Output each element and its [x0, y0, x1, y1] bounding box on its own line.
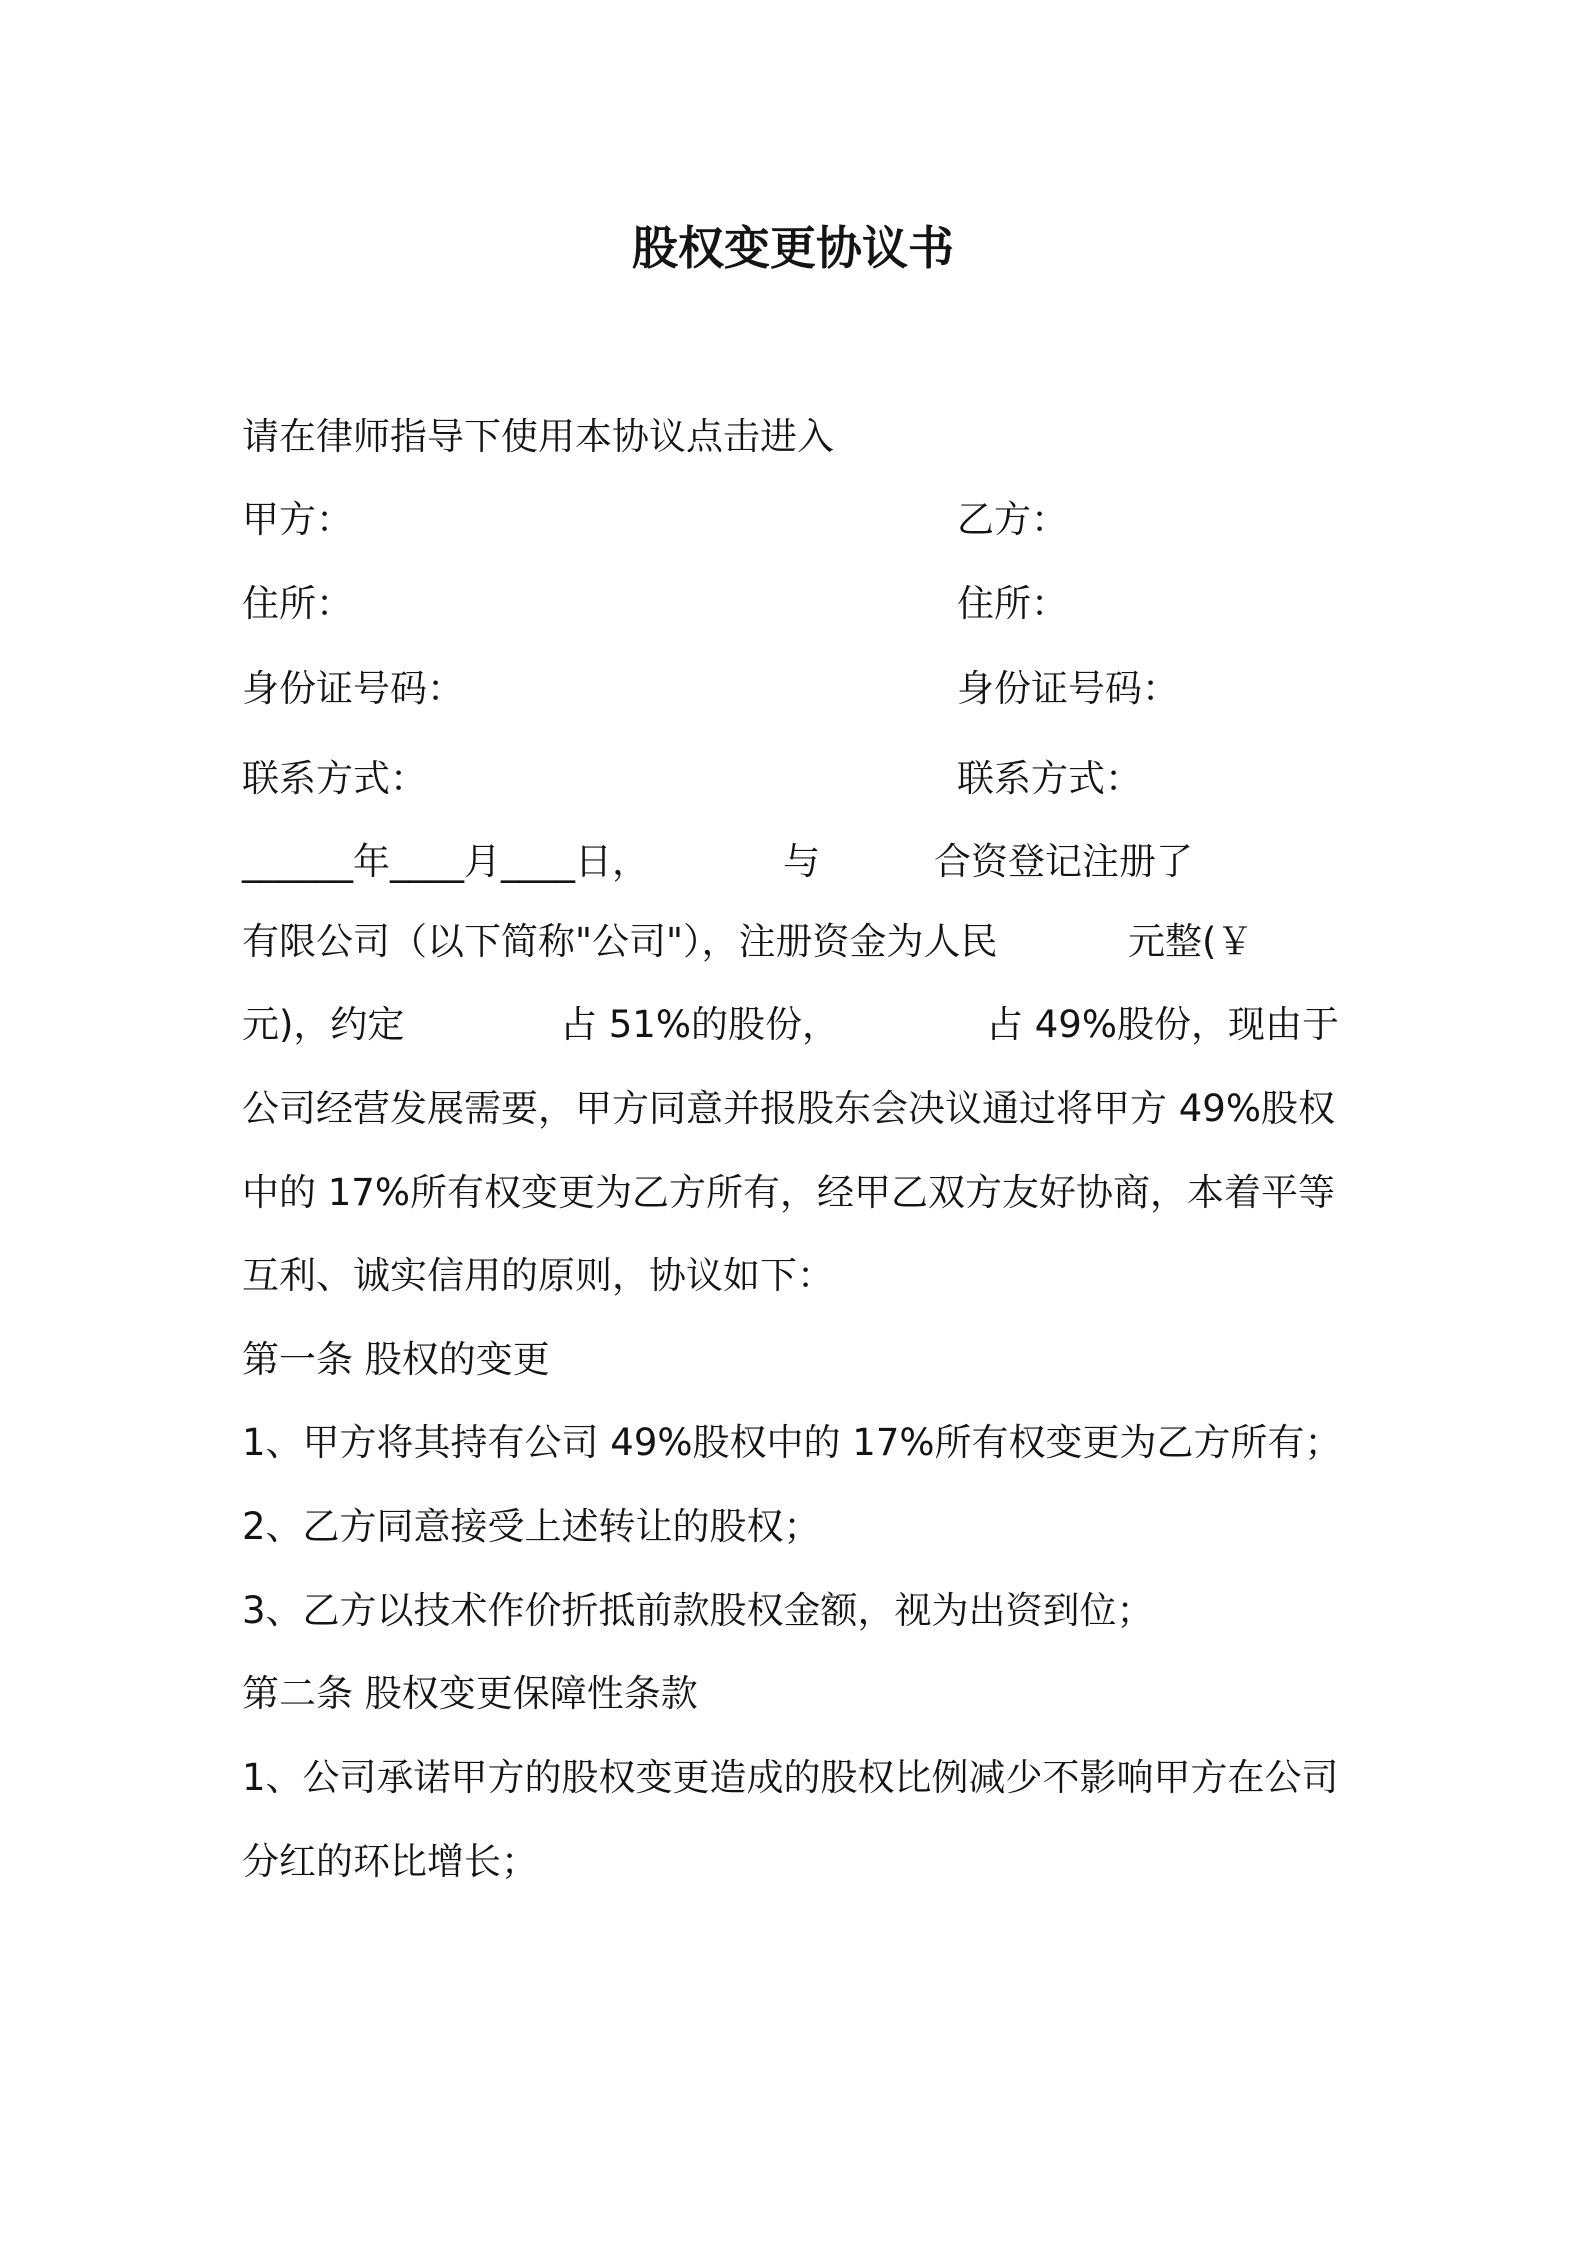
preamble-with-word: 与 [783, 840, 820, 883]
party-b-address-label: 住所： [957, 582, 1068, 625]
preamble-line-5: 中的 17%所有权变更为乙方所有，经甲乙双方友好协商，本着平等 [242, 1171, 1335, 1214]
preamble-agreed-segment: 元)，约定 [242, 1003, 405, 1046]
preamble-share-49-segment: 占 49%股份，现由于 [986, 1003, 1339, 1046]
preamble-registered-segment: 合资登记注册了 [934, 840, 1193, 883]
party-a-address-label: 住所： [242, 582, 353, 625]
party-b-name-label: 乙方： [957, 498, 1068, 541]
document-title: 股权变更协议书 [632, 221, 954, 275]
preamble-share-51-segment: 占 51%的股份， [560, 1003, 839, 1046]
party-a-id-label: 身份证号码： [242, 667, 464, 710]
party-b-contact-label: 联系方式： [957, 757, 1142, 800]
lawyer-guidance-notice: 请在律师指导下使用本协议点击进入 [242, 415, 834, 458]
preamble-company-segment: 有限公司（以下简称"公司"），注册资金为人民 [242, 920, 998, 963]
party-a-name-label: 甲方： [242, 498, 353, 541]
preamble-line-6: 互利、诚实信用的原则，协议如下： [242, 1254, 834, 1297]
party-b-id-label: 身份证号码： [957, 667, 1179, 710]
preamble-capital-segment: 元整(￥ [1128, 920, 1254, 963]
article-2-heading: 第二条 股权变更保障性条款 [242, 1672, 698, 1715]
preamble-line-4: 公司经营发展需要，甲方同意并报股东会决议通过将甲方 49%股权 [242, 1087, 1335, 1130]
article-1-item-3: 3、乙方以技术作价折抵前款股权金额，视为出资到位； [242, 1589, 1154, 1632]
preamble-date-segment: ______年____月____日， [242, 840, 649, 883]
article-2-item-1-line-1: 1、公司承诺甲方的股权变更造成的股权比例减少不影响甲方在公司 [242, 1756, 1339, 1799]
article-1-item-1: 1、甲方将其持有公司 49%股权中的 17%所有权变更为乙方所有； [242, 1421, 1342, 1464]
article-1-heading: 第一条 股权的变更 [242, 1338, 550, 1381]
party-a-contact-label: 联系方式： [242, 757, 427, 800]
article-2-item-1-line-2: 分红的环比增长； [242, 1840, 538, 1883]
article-1-item-2: 2、乙方同意接受上述转让的股权； [242, 1505, 821, 1548]
